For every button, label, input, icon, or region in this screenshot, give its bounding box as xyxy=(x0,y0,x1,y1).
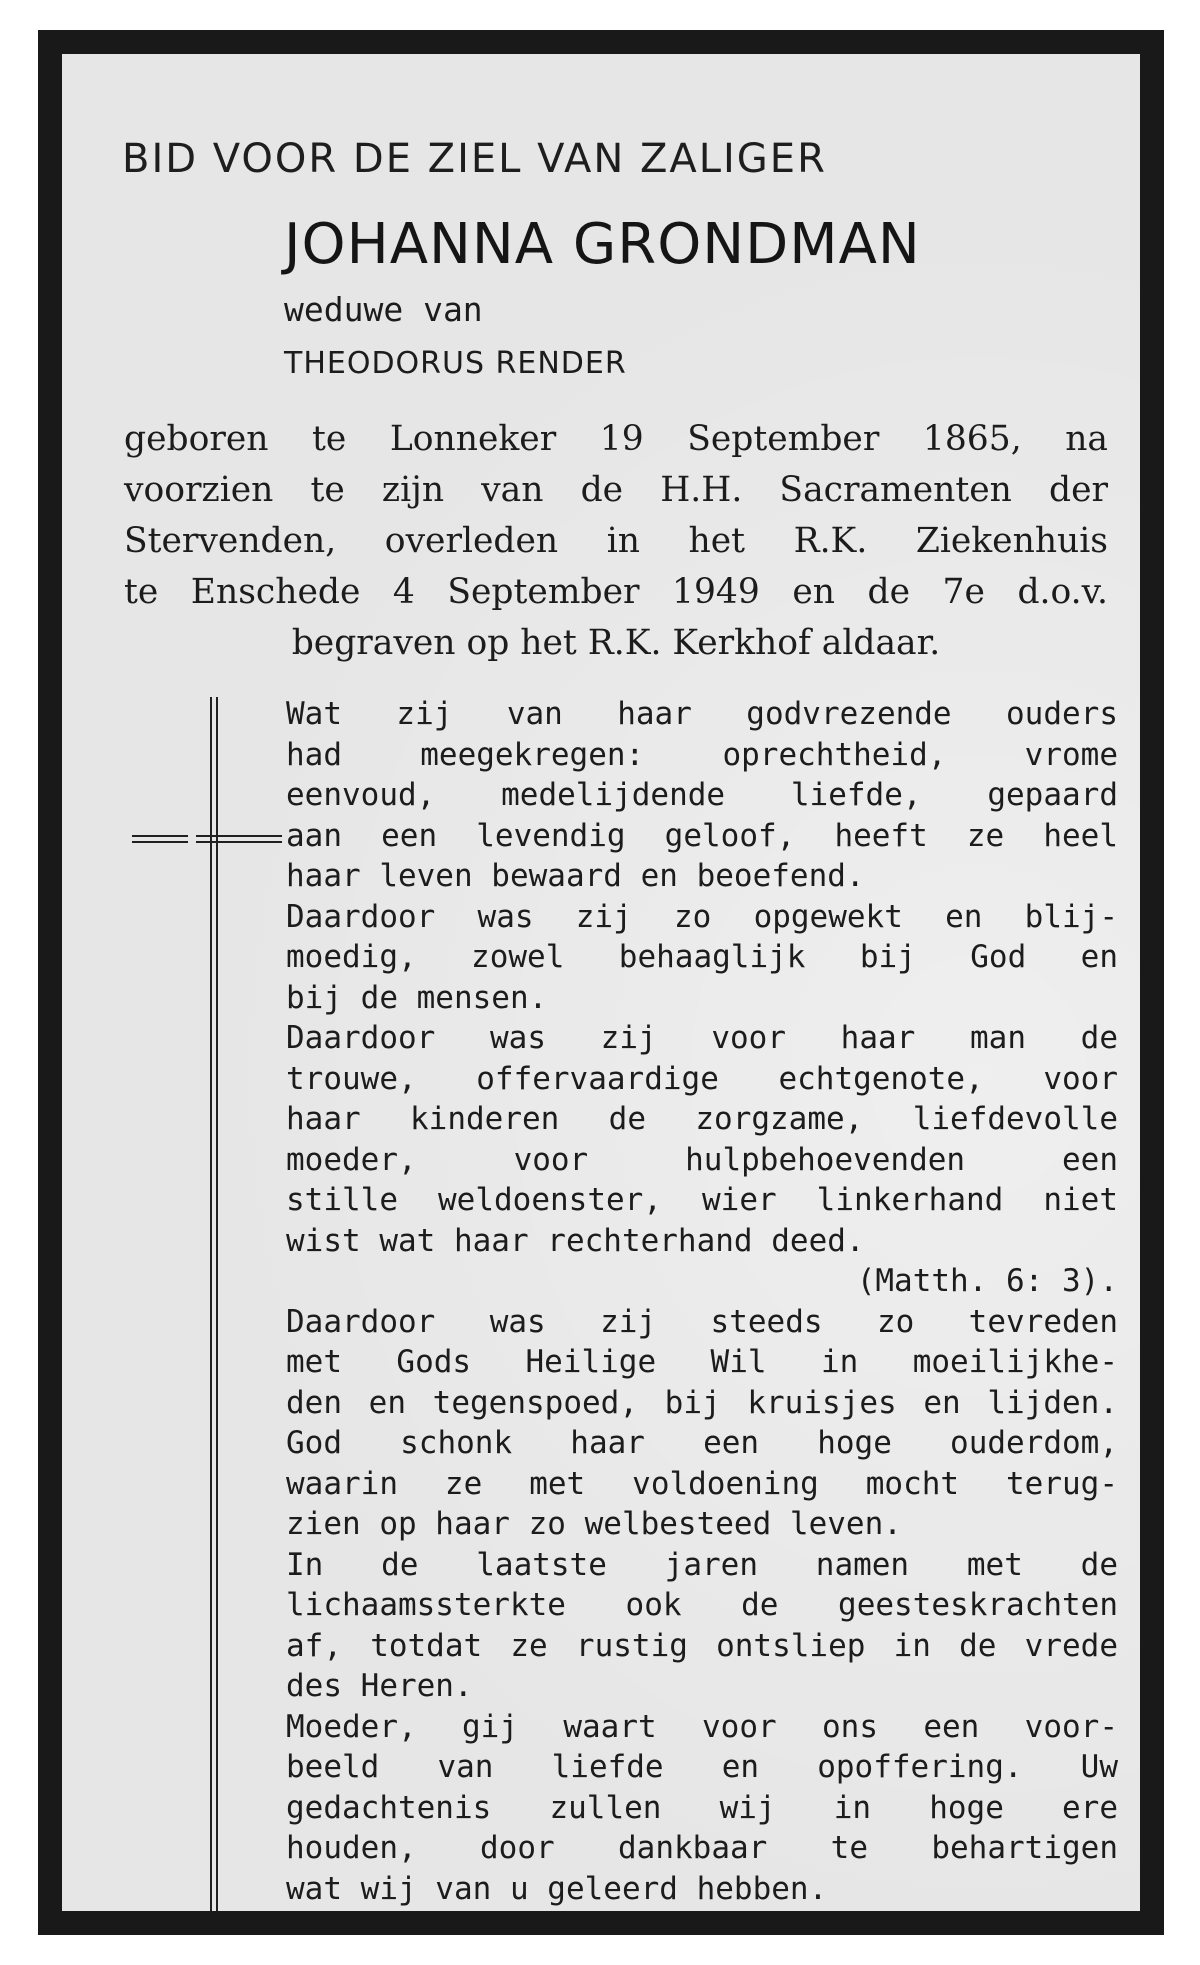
memorial-card xyxy=(38,30,1164,1935)
bio-line: geboren te Lonneker 19 September 1865, na xyxy=(124,419,1108,459)
verse-line: af, totdat ze rustig ontsliep in de vrede xyxy=(286,1627,1118,1664)
verse-line: Wat zij van haar godvrezende ouders xyxy=(286,696,1118,732)
verse-line: haar kinderen de zorgzame, liefdevolle xyxy=(286,1101,1118,1137)
cross-icon-horizontal-bar xyxy=(132,835,282,843)
verse-line: stille weldoenster, wier linkerhand niet xyxy=(286,1182,1118,1218)
verse-line: God schonk haar een hoge ouderdom, xyxy=(286,1425,1118,1461)
verse-line: Moeder, gij waart voor ons een voor- xyxy=(286,1708,1118,1745)
bio-line: voorzien te zijn van de H.H. Sacramenten der xyxy=(124,470,1108,510)
verse-line: Daardoor was zij voor haar man de xyxy=(286,1020,1118,1056)
widow-of-label: weduwe van xyxy=(284,290,483,329)
bio-line: te Enschede 4 September 1949 en de 7e d.o.v. xyxy=(124,572,1108,612)
verse-line: waarin ze met voldoening mocht terug- xyxy=(286,1465,1118,1502)
verse-line: Daardoor was zij steeds zo tevreden xyxy=(286,1303,1118,1340)
verse-line: eenvoud, medelijdende liefde, gepaard xyxy=(286,777,1118,813)
verse-line: met Gods Heilige Wil in moeilijkhe- xyxy=(286,1344,1118,1380)
verse-line: lichaamssterkte ook de geesteskrachten xyxy=(286,1587,1118,1623)
bio-line: begraven op het R.K. Kerkhof aldaar. xyxy=(291,623,941,663)
husband-name: THEODORUS RENDER xyxy=(284,346,627,381)
verse-line: moedig, zowel behaaglijk bij God en xyxy=(286,939,1118,975)
deceased-name: JOHANNA GRONDMAN xyxy=(284,212,921,277)
verse-line: beeld van liefde en opoffering. Uw xyxy=(286,1749,1118,1785)
verse-line: In de laatste jaren namen met de xyxy=(286,1546,1118,1583)
verse-line: des Heren. xyxy=(286,1668,473,1704)
verse-line: wat wij van u geleerd hebben. xyxy=(286,1870,828,1907)
verse-line: zien op haar zo welbesteed leven. xyxy=(286,1506,902,1542)
verse-line: houden, door dankbaar te behartigen xyxy=(286,1830,1118,1866)
verse-line: den en tegenspoed, bij kruisjes en lijden. xyxy=(286,1384,1118,1421)
verse-line: Daardoor was zij zo opgewekt en blij- xyxy=(286,898,1118,935)
verse-line: gedachtenis zullen wij in hoge ere xyxy=(286,1789,1118,1826)
bio-line: Stervenden, overleden in het R.K. Ziekenhuis xyxy=(124,521,1108,561)
biography-paragraph xyxy=(124,414,1108,669)
card-header: BID VOOR DE ZIEL VAN ZALIGER xyxy=(122,136,827,182)
verse-line: moeder, voor hulpbehoevenden een xyxy=(286,1141,1118,1178)
cross-icon-gap xyxy=(188,833,196,845)
verse-line: bij de mensen. xyxy=(286,979,548,1016)
verse-line: had meegekregen: oprechtheid, vrome xyxy=(286,736,1118,773)
verse-line: wist wat haar rechterhand deed. xyxy=(286,1222,865,1259)
verse-line: trouwe, offervaardige echtgenote, voor xyxy=(286,1060,1118,1097)
card-paper xyxy=(62,54,1140,1911)
memorial-text xyxy=(286,694,1118,1909)
verse-line: haar leven bewaard en beoefend. xyxy=(286,858,865,894)
cross-icon-vertical-bar xyxy=(210,697,218,1911)
verse-line: aan een levendig geloof, heeft ze heel xyxy=(286,817,1118,854)
verse-citation: (Matth. 6: 3). xyxy=(856,1263,1118,1299)
